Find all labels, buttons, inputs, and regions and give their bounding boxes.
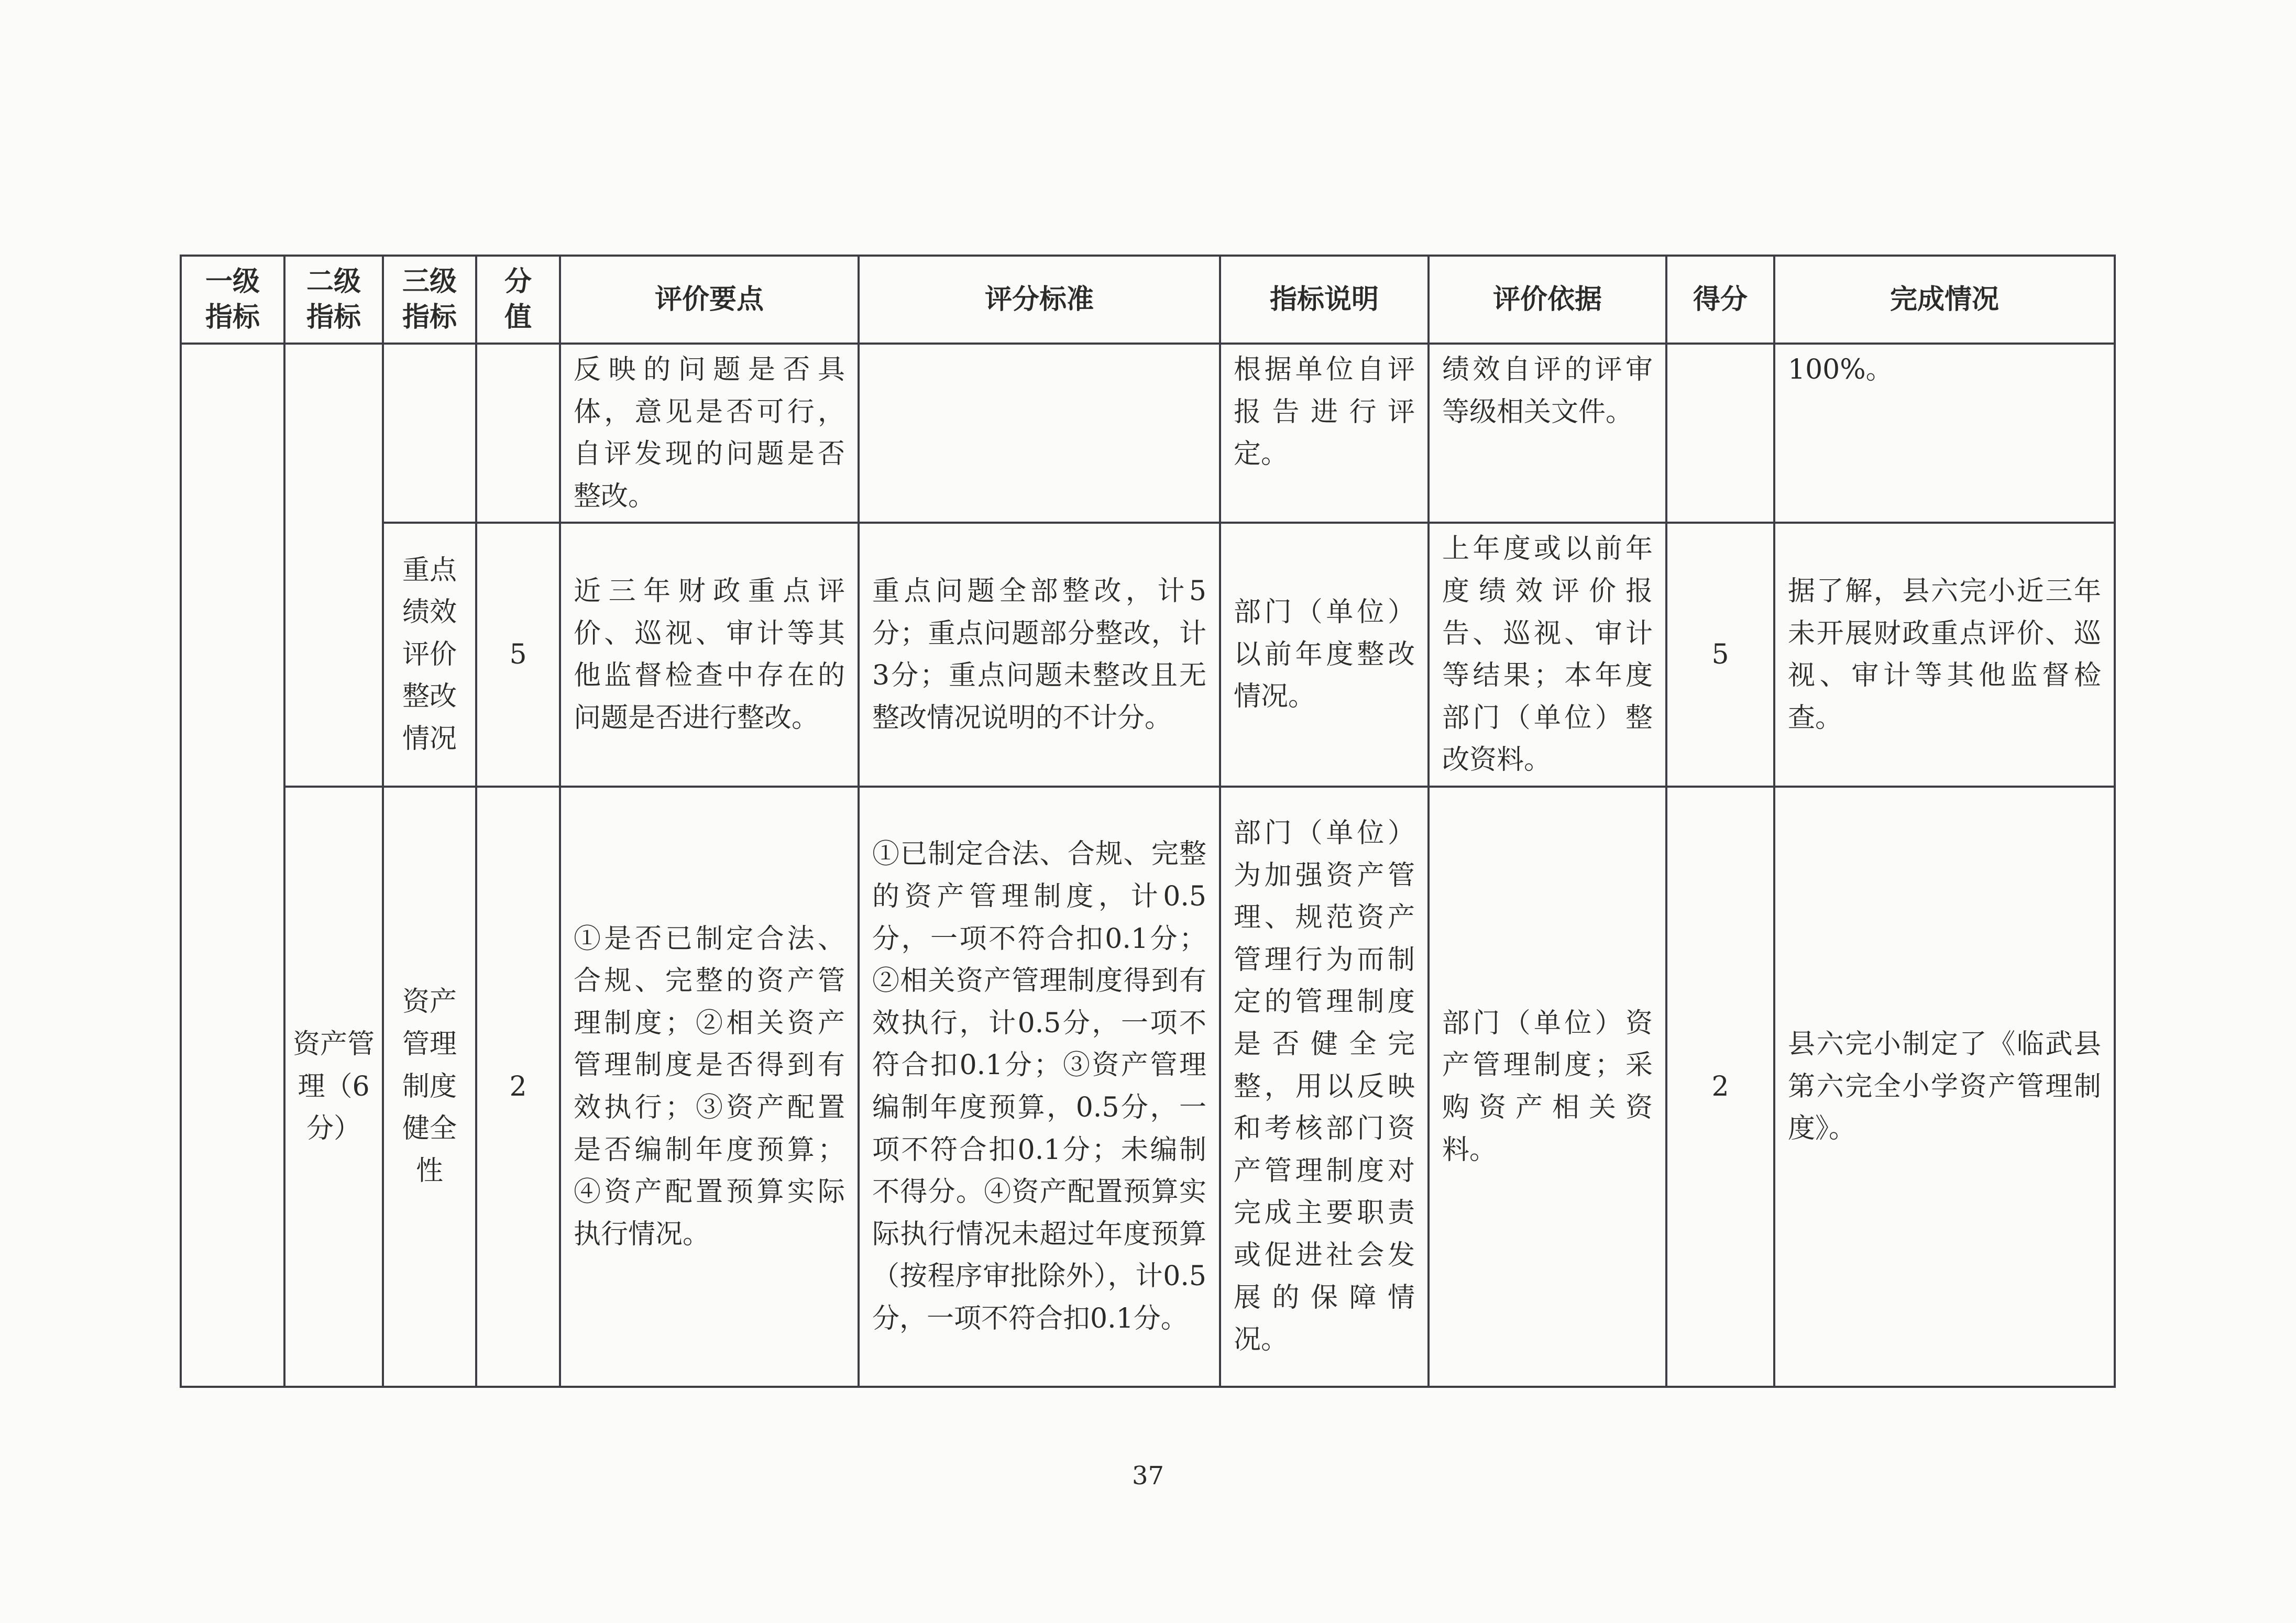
level3-cell: 资产管理制度健全性 — [383, 787, 476, 1387]
header-cell: 分值 — [476, 256, 560, 344]
got-cell: 5 — [1666, 523, 1774, 787]
score-cell: 5 — [476, 523, 560, 787]
basis-cell: 上年度或以前年度绩效评价报告、巡视、审计等结果；本年度部门（单位）整改资料。 — [1429, 523, 1666, 787]
got-cell: 2 — [1666, 787, 1774, 1387]
header-cell: 评价依据 — [1429, 256, 1666, 344]
evaluation-table — [180, 255, 2116, 1388]
explain-cell: 部门（单位）为加强资产管理、规范资产管理行为而制定的管理制度是否健全完整，用以反映和考核部门资产管理制度对完成主要职责或促进社会发展的保障情况。 — [1220, 787, 1429, 1387]
header-cell: 完成情况 — [1774, 256, 2115, 344]
level3-cell: 重点绩效评价整改情况 — [383, 523, 476, 787]
header-cell: 三级指标 — [383, 256, 476, 344]
table-row — [181, 523, 2115, 787]
score-cell: 2 — [476, 787, 560, 1387]
header-cell: 评价要点 — [560, 256, 859, 344]
standard-cell: ①已制定合法、合规、完整的资产管理制度，计0.5分，一项不符合扣0.1分；②相关资产管理制度得到有效执行，计0.5分，一项不符合扣0.1分；③资产管理编制年度预算，0.5分，一项不符合扣0.1分；未编制不得分。④资产配置预算实际执行情况未超过年度预算（按程序审批除外），计0.5分，一项不符合扣0.1分。 — [859, 787, 1220, 1387]
level2-cell: 资产管理（6分） — [284, 787, 383, 1387]
result-cell: 100%。 — [1774, 344, 2115, 523]
header-row — [181, 256, 2115, 344]
explain-cell: 根据单位自评报告进行评定。 — [1220, 344, 1429, 523]
level3-cell — [383, 344, 476, 523]
header-cell: 评分标准 — [859, 256, 1220, 344]
level1-cell — [181, 344, 284, 1387]
explain-cell: 部门（单位）以前年度整改情况。 — [1220, 523, 1429, 787]
points-cell: 反映的问题是否具体，意见是否可行，自评发现的问题是否整改。 — [560, 344, 859, 523]
header-cell: 二级指标 — [284, 256, 383, 344]
points-cell: 近三年财政重点评价、巡视、审计等其他监督检查中存在的问题是否进行整改。 — [560, 523, 859, 787]
result-cell: 据了解，县六完小近三年未开展财政重点评价、巡视、审计等其他监督检查。 — [1774, 523, 2115, 787]
basis-cell: 绩效自评的评审等级相关文件。 — [1429, 344, 1666, 523]
basis-cell: 部门（单位）资产管理制度；采购资产相关资料。 — [1429, 787, 1666, 1387]
score-cell — [476, 344, 560, 523]
page-number: 37 — [1131, 1461, 1165, 1490]
standard-cell: 重点问题全部整改，计5分；重点问题部分整改，计3分；重点问题未整改且无整改情况说明的不计分。 — [859, 523, 1220, 787]
header-cell: 一级指标 — [181, 256, 284, 344]
points-cell: ①是否已制定合法、合规、完整的资产管理制度；②相关资产管理制度是否得到有效执行；③资产配置是否编制年度预算；④资产配置预算实际执行情况。 — [560, 787, 859, 1387]
table-row — [181, 344, 2115, 523]
result-cell: 县六完小制定了《临武县第六完全小学资产管理制度》。 — [1774, 787, 2115, 1387]
header-cell: 指标说明 — [1220, 256, 1429, 344]
got-cell — [1666, 344, 1774, 523]
header-cell: 得分 — [1666, 256, 1774, 344]
table-row — [181, 787, 2115, 1387]
level2-cell — [284, 344, 383, 787]
standard-cell — [859, 344, 1220, 523]
